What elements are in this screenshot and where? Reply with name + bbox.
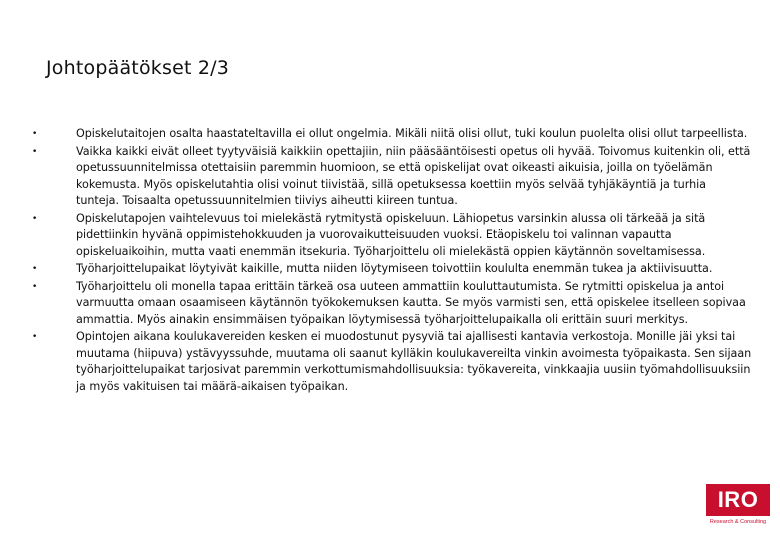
bullet-text: Opiskelutaitojen osalta haastateltavilla ei ollut ongelmia. Mikäli niitä olisi ollut, tuki koulun puolelta olisi ollut tarpeellista.	[76, 127, 748, 140]
iro-logo	[706, 484, 770, 532]
bullet-item	[32, 329, 752, 395]
bullet-icon: •	[32, 281, 38, 292]
bullet-item	[32, 279, 752, 329]
bullet-icon: •	[32, 213, 38, 224]
bullet-icon: •	[32, 146, 38, 157]
bullet-item	[32, 144, 752, 210]
bullet-list	[32, 126, 752, 396]
bullet-icon: •	[32, 129, 38, 139]
bullet-text: Opiskelutapojen vaihtelevuus toi mielekästä rytmitystä opiskeluun. Lähiopetus varsinkin alussa oli tärkeää ja sitä pidettiinkin hyvänä oppimistehokkuuden ja vuorovaikutteisuuden vuoksi. Etäopiskelu toi valinnan vapautta opiskeluaikoihin, mutta vaati enemmän itsekuria. Työharjoittelu oli mielekästä oppien käytännön soveltamisessa.	[76, 211, 706, 258]
bullet-text: Opintojen aikana koulukavereiden kesken ei muodostunut pysyviä tai ajallisesti kantavia verkostoja. Monille jäi yksi tai muutama (hiipuva) ystävyyssuhde, muutama oli saanut kylläkin koulukavereilta vinkin avoimesta työpaikasta. Sen sijaan työharjoittelupaikat tarjosivat paremmin verkottumismahdollisuuksia: työkavereita, vinkkaajia uusiin työmahdollisuuksiin ja myös vakituisen tai määrä-aikaisen työpaikan.	[76, 330, 752, 393]
bullet-text: Vaikka kaikki eivät olleet tyytyväisiä kaikkiin opettajiin, niin pääsääntöisesti opetus oli hyvää. Toivomus kuitenkin oli, että opetussuunnitelmissa otettaisiin paremmin huomioon, se että opiskelijat ovat oikeasti aikuisia, joilla on työelämän kokemusta. Myös opiskelutahtia olisi voinut tiivistää, sillä opetuksessa koettiin myös selvää tyhjäkäyntiä ja turhia tunteja. Toisaalta opetussuunnitelmien tiiviys aiheutti kiireen tuntua.	[76, 144, 751, 207]
bullet-item	[32, 211, 752, 261]
logo-tagline: Research & Consulting	[709, 519, 767, 525]
slide-title: Johtopäätökset 2/3	[46, 57, 230, 79]
bullet-item	[32, 261, 752, 278]
logo-wordmark: IRO	[706, 484, 770, 516]
bullet-item	[32, 126, 752, 143]
bullet-text: Työharjoittelu oli monella tapaa erittäin tärkeä osa uuteen ammattiin kouluttautumista. Se rytmitti opiskelua ja antoi varmuutta omaan osaamiseen käytännön työkokemuksen kautta. Se myös varmisti sen, että opiskelee itselleen sopivaa ammattia. Myös ainakin ensimmäisen työpaikan löytymisessä työharjoittelupaikalla oli erittäin suuri merkitys.	[76, 279, 746, 326]
bullet-icon: •	[32, 264, 38, 274]
bullet-icon: •	[32, 332, 38, 342]
bullet-text: Työharjoittelupaikat löytyivät kaikille, mutta niiden löytymiseen toivottiin koululta enemmän tukea ja aktiivisuutta.	[76, 262, 713, 275]
